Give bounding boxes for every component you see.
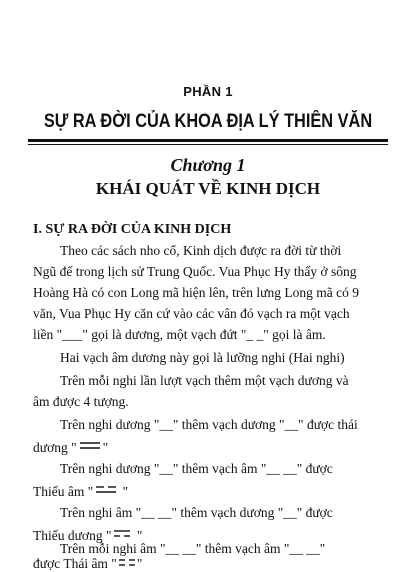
text-fragment: dương ": [33, 440, 77, 455]
body-line: liền "___" gọi là dương, một vạch đứt "_ _" gọi là âm.: [33, 327, 326, 342]
thieu-am-symbol: [93, 482, 119, 496]
body-line: Theo các sách nho cổ, Kinh dịch được ra đời từ thời: [60, 243, 342, 258]
body-line: Trên mỗi nghi âm "__ __" thêm vạch âm "__ __": [60, 541, 326, 556]
text-fragment: ": [119, 484, 129, 499]
text-fragment: được Thái âm ": [33, 556, 117, 571]
part-label: PHẦN 1: [183, 84, 233, 99]
title-rule-thick: [28, 139, 388, 142]
body-line: Ngũ đế trong lịch sử Trung Quốc. Vua Phục Hy thấy ở sông: [33, 264, 357, 279]
text-fragment: Thiếu âm ": [33, 484, 94, 499]
section-title: I. SỰ RA ĐỜI CỦA KINH DỊCH: [33, 222, 232, 237]
body-line: Trên nghi dương "__" thêm vạch âm "__ __" được: [60, 461, 333, 476]
body-line: [33, 482, 128, 500]
body-line: Trên mỗi nghi lần lượt vạch thêm một vạch dương và: [60, 373, 349, 388]
body-line: Trên nghi dương "__" thêm vạch dương "__" được thái: [60, 417, 358, 432]
text-fragment: ": [136, 556, 143, 571]
body-line: Hai vạch âm dương này gọi là lưỡng nghi (Hai nghi): [60, 350, 345, 365]
thieu-duong-symbol: [111, 526, 133, 540]
body-line: văn, Vua Phục Hy căn cứ vào các vân đó vạch ra một vạch: [33, 306, 350, 321]
thai-am-symbol: [117, 556, 137, 568]
body-line: âm được 4 tượng.: [33, 394, 129, 409]
text-fragment: ": [102, 440, 109, 455]
text-fragment: Thiếu dương ": [33, 528, 112, 543]
text-fragment: ": [133, 528, 143, 543]
body-line: [33, 556, 142, 572]
chapter-label: Chương 1: [170, 155, 246, 175]
title-rule-thin: [28, 144, 388, 145]
chapter-title: KHÁI QUÁT VỀ KINH DỊCH: [95, 179, 321, 198]
part-title: SỰ RA ĐỜI CỦA KHOA ĐỊA LÝ THIÊN VĂN: [43, 111, 373, 132]
body-line: Hoàng Hà có con Long mã hiện lên, trên lưng Long mã có 9: [33, 285, 359, 300]
body-line: Trên nghi âm "__ __" thêm vạch dương "__" được: [60, 505, 333, 520]
body-line: [33, 438, 108, 456]
thai-duong-symbol: [77, 438, 103, 452]
